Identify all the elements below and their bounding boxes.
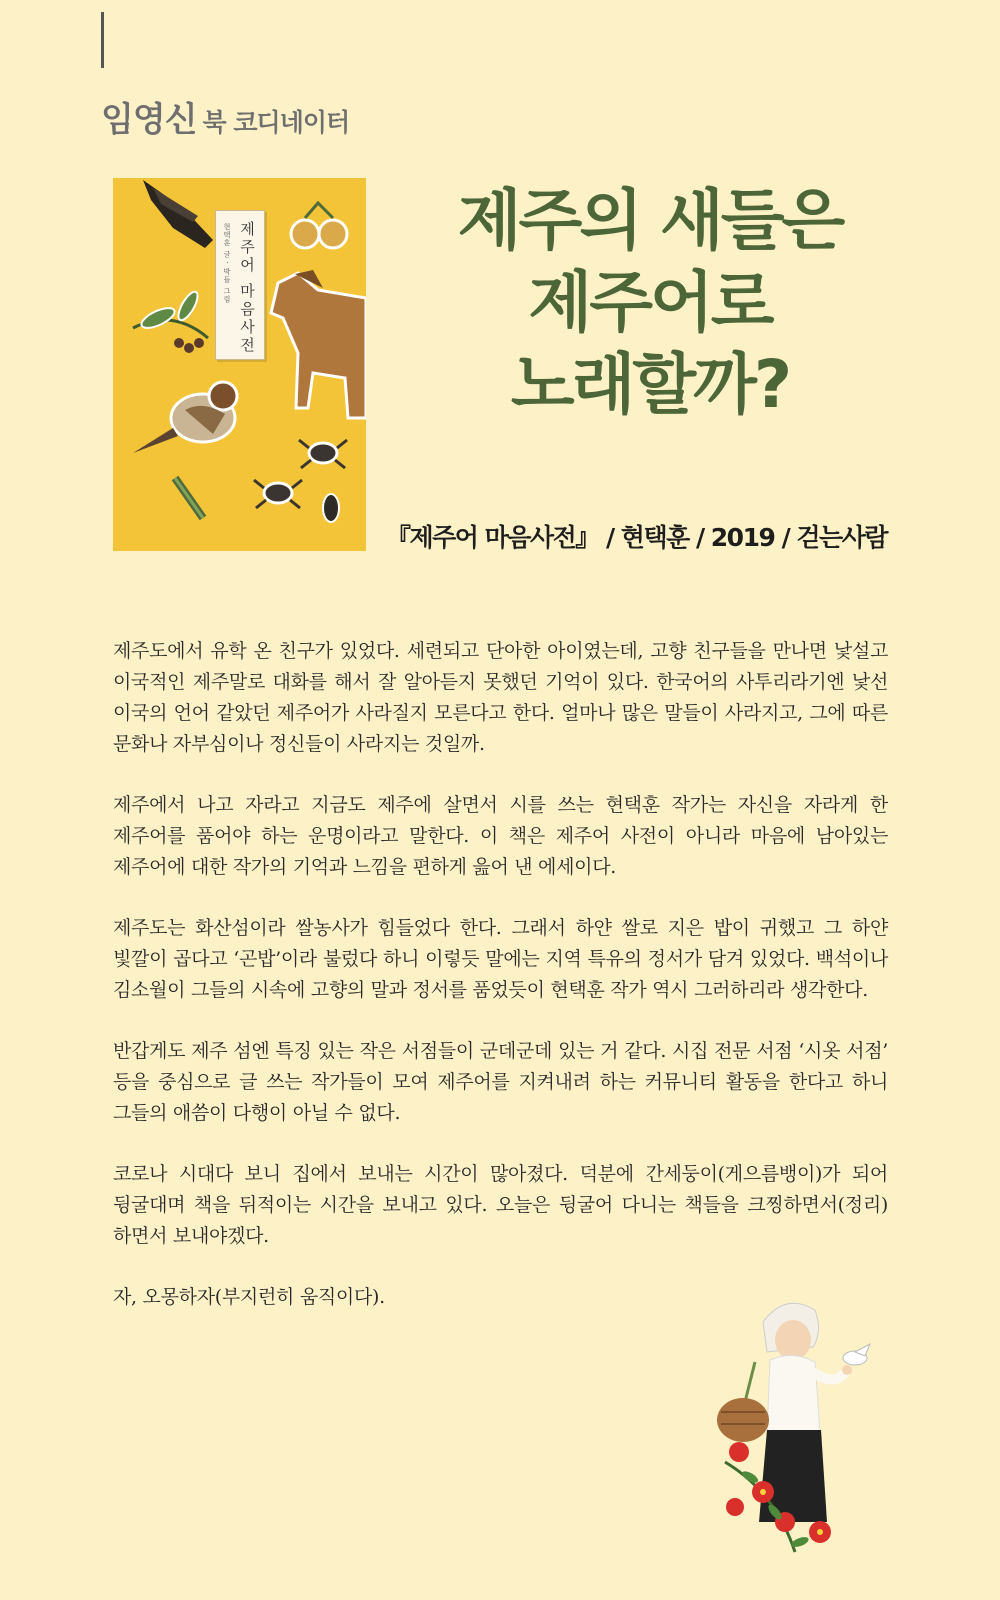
headline-line-1: 제주의 새들은: [457, 182, 843, 259]
author-role: 북 코디네이터: [202, 108, 350, 137]
eagle-icon: [143, 180, 213, 248]
paragraph: 제주도는 화산섬이라 쌀농사가 힘들었다 한다. 그래서 하얀 쌀로 지은 밥이 귀했고 그 하얀 빛깔이 곱다고 ‘곤밥’이라 불렀다 하니 이렇듯 말에는 지역 특유의 정서가 담겨 있었다. 백석이나 김소월이 그들의 시속에 고향의 말과 정서를 품었듯이 현택훈 작가 역시 그러하리라 생각한다.: [113, 917, 888, 1001]
cover-credit: 현택훈 글 · 박들 그림: [223, 223, 231, 304]
seed-pod-icon: [323, 494, 339, 522]
woman-with-bird-illustration: [715, 1292, 875, 1566]
horse-icon: [271, 270, 366, 418]
plant-icon: [175, 478, 203, 518]
paragraph: 제주도에서 유학 온 친구가 있었다. 세련되고 단아한 아이였는데, 고향 친구들을 만나면 낯설고 이국적인 제주말로 대화를 해서 잘 알아듣지 못했던 기억이 있다. 한국어의 사투리라기엔 낯선 이국의 언어 같았던 제주어가 사라질지 모른다고 한다. 얼마나 많은 말들이 사라지고, 그에 따른 문화나 자부심이나 정신들이 사라지는 것일까.: [113, 640, 888, 755]
headline-line-3: 노래할까?: [510, 346, 790, 423]
paragraph: 코로나 시대다 보니 집에서 보내는 시간이 많아졌다. 덕분에 간세둥이(게으름뱅이)가 되어 뒹굴대며 책을 뒤적이는 시간을 보내고 있다. 오늘은 뒹굴어 다니는 책들을 크찡하면서(정리)하면서 보내야겠다.: [113, 1163, 888, 1247]
cover-title-label: [215, 210, 265, 360]
cover-title: 제주어 마음사전: [238, 221, 256, 355]
dove-icon: [843, 1344, 870, 1365]
paragraph: 자, 오몽하자(부지런히 움직이다).: [113, 1286, 385, 1308]
article-body: [113, 636, 888, 1343]
book-cover: [113, 178, 366, 551]
accent-bar: [101, 12, 104, 68]
headline-line-2: 제주어로: [528, 264, 772, 341]
sparrow-icon: [133, 382, 237, 453]
paragraph: 반갑게도 제주 섬엔 특징 있는 작은 서점들이 군데군데 있는 거 같다. 시집 전문 서점 ‘시옷 서점’ 등을 중심으로 글 쓰는 작가들이 모여 제주어를 지켜내려 하는 커뮤니티 활동을 한다고 하니 그들의 애씀이 다행이 아닐 수 없다.: [113, 1040, 889, 1124]
headline: [430, 180, 870, 426]
leaf-branch-icon: [133, 289, 208, 353]
basket-icon: [717, 1362, 769, 1442]
author-byline: [101, 92, 349, 141]
book-info: 『제주어 마음사전』 / 현택훈 / 2019 / 걷는사람: [386, 523, 887, 552]
author-name: 임영신: [101, 100, 197, 140]
gourd-icon: [291, 203, 347, 248]
paragraph: 제주에서 나고 자라고 지금도 제주에 살면서 시를 쓰는 현택훈 작가는 자신을 자라게 한 제주어를 품어야 하는 운명이라고 말한다. 이 책은 제주어 사전이 아니라 마음에 남아있는 제주어에 대한 작가의 기억과 느낌을 편하게 읊어 낸 에세이다.: [113, 794, 888, 878]
